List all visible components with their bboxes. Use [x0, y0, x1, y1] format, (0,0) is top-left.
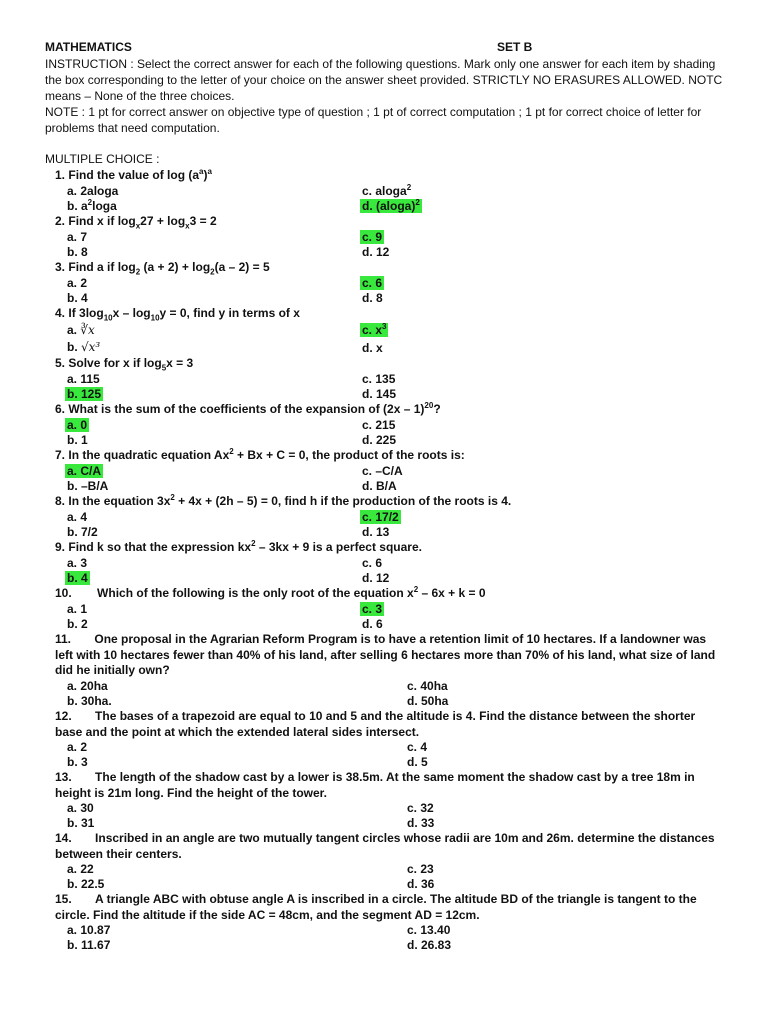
- question-number: 14.: [55, 831, 72, 845]
- question-3: [55, 260, 725, 276]
- question-text: Inscribed in an angle are two mutually tangent circles whose radii are 10m and 26m. determine the distances between their centers.: [55, 831, 715, 861]
- option-c: c. 13.40: [407, 923, 451, 937]
- option-d: d. 12: [362, 245, 390, 259]
- option-d: d. B/A: [362, 479, 397, 493]
- question-6: [55, 402, 725, 418]
- option-c: c. 3: [362, 602, 383, 616]
- option-d: d. 5: [407, 755, 428, 769]
- option-b: b. 8: [67, 245, 88, 259]
- option-a: a. 3: [67, 556, 88, 570]
- question-text: Find a if $\log_2 (a + 2) + \log_2(a - 2) = 5$: [68, 260, 270, 277]
- option-d: d. 26.83: [407, 938, 452, 952]
- option-b: b. 125: [67, 387, 102, 401]
- question-text: Find the value of $\log (a^a)^a$: [68, 167, 212, 182]
- question-number: 4.: [55, 306, 66, 320]
- question-number: 11.: [55, 632, 72, 646]
- option-a: a. C/A: [67, 464, 102, 478]
- question-1: [55, 168, 725, 184]
- option-d: d. 145: [362, 387, 397, 401]
- header: [45, 40, 735, 56]
- option-c: c. $x^3$: [362, 322, 387, 337]
- question-number: 9.: [55, 540, 66, 554]
- option-a: a. 2: [67, 276, 88, 290]
- question-9: [55, 540, 725, 556]
- question-number: 7.: [55, 448, 66, 462]
- question-14: [55, 831, 725, 862]
- option-c: c. 23: [407, 862, 434, 876]
- option-d: d. 8: [362, 291, 383, 305]
- option-c: c. 32: [407, 801, 434, 815]
- option-c: c. 40ha: [407, 679, 448, 693]
- option-c: c. 135: [362, 372, 396, 386]
- option-b: b. 1: [67, 433, 88, 447]
- question-text: The bases of a trapezoid are equal to 10 and 5 and the altitude is 4. Find the distance between the shorter base and the point at which the extended lateral sides intersect.: [55, 709, 696, 739]
- option-d: d. 50ha: [407, 694, 449, 708]
- subject-title: MATHEMATICS: [45, 40, 132, 54]
- set-label: SET B: [497, 40, 533, 54]
- question-number: 15.: [55, 892, 72, 906]
- question-text: The length of the shadow cast by a lower is 38.5m. At the same moment the shadow cast by a tree 18m in height is 21m long. Find the height of the tower.: [55, 770, 695, 800]
- option-c: c. 215: [362, 418, 396, 432]
- instruction: INSTRUCTION : Select the correct answer for each of the following questions. Mark only one answer for each item by shading the box corresponding to the letter of your choice on the answer sheet provided. STRICTLY NO ERASURES ALLOWED. NOTC means – None of the three choices.: [45, 57, 723, 103]
- option-d: d. 13: [362, 525, 390, 539]
- option-d: d. $(aloga)^2$: [362, 198, 420, 213]
- question-text: Which of the following is the only root of the equation $x^2 - 6x + k = 0$: [97, 585, 486, 600]
- option-d: d. 6: [362, 617, 383, 631]
- question-number: 12.: [55, 709, 72, 723]
- option-b: b. –B/A: [67, 479, 109, 493]
- option-d: d. x: [362, 341, 383, 355]
- question-13: [55, 770, 725, 801]
- question-text: In the equation $3x^2 + 4x + (2h - 5) = 0$, find h if the production of the roots is 4.: [68, 493, 512, 508]
- option-b: b. 30ha.: [67, 694, 112, 708]
- option-a: a. 2aloga: [67, 184, 119, 198]
- option-b: b. 22.5: [67, 877, 105, 891]
- option-a: a. 2: [67, 740, 88, 754]
- option-c: c. aloga$^2$: [362, 183, 412, 198]
- option-a: a. 115: [67, 372, 100, 386]
- question-number: 6.: [55, 402, 66, 416]
- question-number: 13.: [55, 770, 72, 784]
- option-a: a. 30: [67, 801, 94, 815]
- option-a: a. 10.87: [67, 923, 111, 937]
- option-b: b. √x³: [67, 340, 101, 354]
- question-number: 8.: [55, 494, 66, 508]
- option-d: d. 36: [407, 877, 435, 891]
- option-c: c. 6: [362, 276, 383, 290]
- question-15: [55, 892, 725, 923]
- question-8: [55, 494, 725, 510]
- option-a: a. 7: [67, 230, 88, 244]
- question-text: One proposal in the Agrarian Reform Program is to have a retention limit of 10 hectares. If a landowner was left with 10 hectares fewer than 40% of his land, after selling 6 hectares more than 70% of his land, what size of land did he initially own?: [55, 632, 716, 677]
- question-number: 5.: [55, 356, 66, 370]
- question-text: Solve for x if $\log_5x = 3$: [68, 356, 194, 373]
- option-c: c. 4: [407, 740, 428, 754]
- question-text: Find k so that the expression $kx^2 - 3kx + 9$ is a perfect square.: [68, 539, 422, 554]
- option-c: c. 6: [362, 556, 383, 570]
- question-5: [55, 356, 725, 372]
- option-d: d. 225: [362, 433, 397, 447]
- question-number: 2.: [55, 214, 66, 228]
- option-c: c. 17/2: [362, 510, 399, 524]
- question-text: If $3\log_{10}x - \log_{10}y = 0$, find y in terms of x: [68, 306, 300, 323]
- question-number: 3.: [55, 260, 66, 274]
- option-a: a. 0: [67, 418, 88, 432]
- option-b: b. 11.67: [67, 938, 111, 952]
- option-a: a. ∛x: [67, 323, 95, 337]
- option-b: b. 2: [67, 617, 88, 631]
- question-11: [55, 632, 725, 679]
- question-number: 1.: [55, 168, 66, 182]
- option-b: b. 4: [67, 291, 88, 305]
- option-d: d. 12: [362, 571, 390, 585]
- option-c: c. 9: [362, 230, 383, 244]
- option-b: b. 31: [67, 816, 95, 830]
- option-a: a. 4: [67, 510, 88, 524]
- question-text: Find x if $\log_x27 + \log_x3 = 2$: [68, 214, 217, 231]
- question-12: [55, 709, 725, 740]
- section-title: MULTIPLE CHOICE :: [45, 152, 160, 166]
- option-a: a. 1: [67, 602, 88, 616]
- question-text: What is the sum of the coefficients of the expansion of (2x – 1)$^{20}$?: [68, 401, 441, 416]
- option-b: b. 3: [67, 755, 88, 769]
- question-text: In the quadratic equation $Ax^2 + Bx + C = 0$, the product of the roots is:: [68, 447, 465, 462]
- question-7: [55, 448, 725, 464]
- option-a: a. 22: [67, 862, 94, 876]
- question-number: 10.: [55, 586, 72, 600]
- question-text: A triangle ABC with obtuse angle A is inscribed in a circle. The altitude BD of the triangle is tangent to the circle. Find the altitude if the side AC = 48cm, and the segment AD = 12cm.: [55, 892, 697, 922]
- question-4: [55, 306, 725, 322]
- question-10: [55, 586, 725, 602]
- question-2: [55, 214, 725, 230]
- note: NOTE : 1 pt for correct answer on objective type of question ; 1 pt of correct computation ; 1 pt for correct choice of letter for problems that need computation.: [45, 105, 702, 135]
- option-d: d. 33: [407, 816, 435, 830]
- option-c: c. –C/A: [362, 464, 403, 478]
- option-b: b. $a^2\log a$: [67, 198, 117, 213]
- option-b: b. 7/2: [67, 525, 98, 539]
- option-b: b. 4: [67, 571, 88, 585]
- option-a: a. 20ha: [67, 679, 108, 693]
